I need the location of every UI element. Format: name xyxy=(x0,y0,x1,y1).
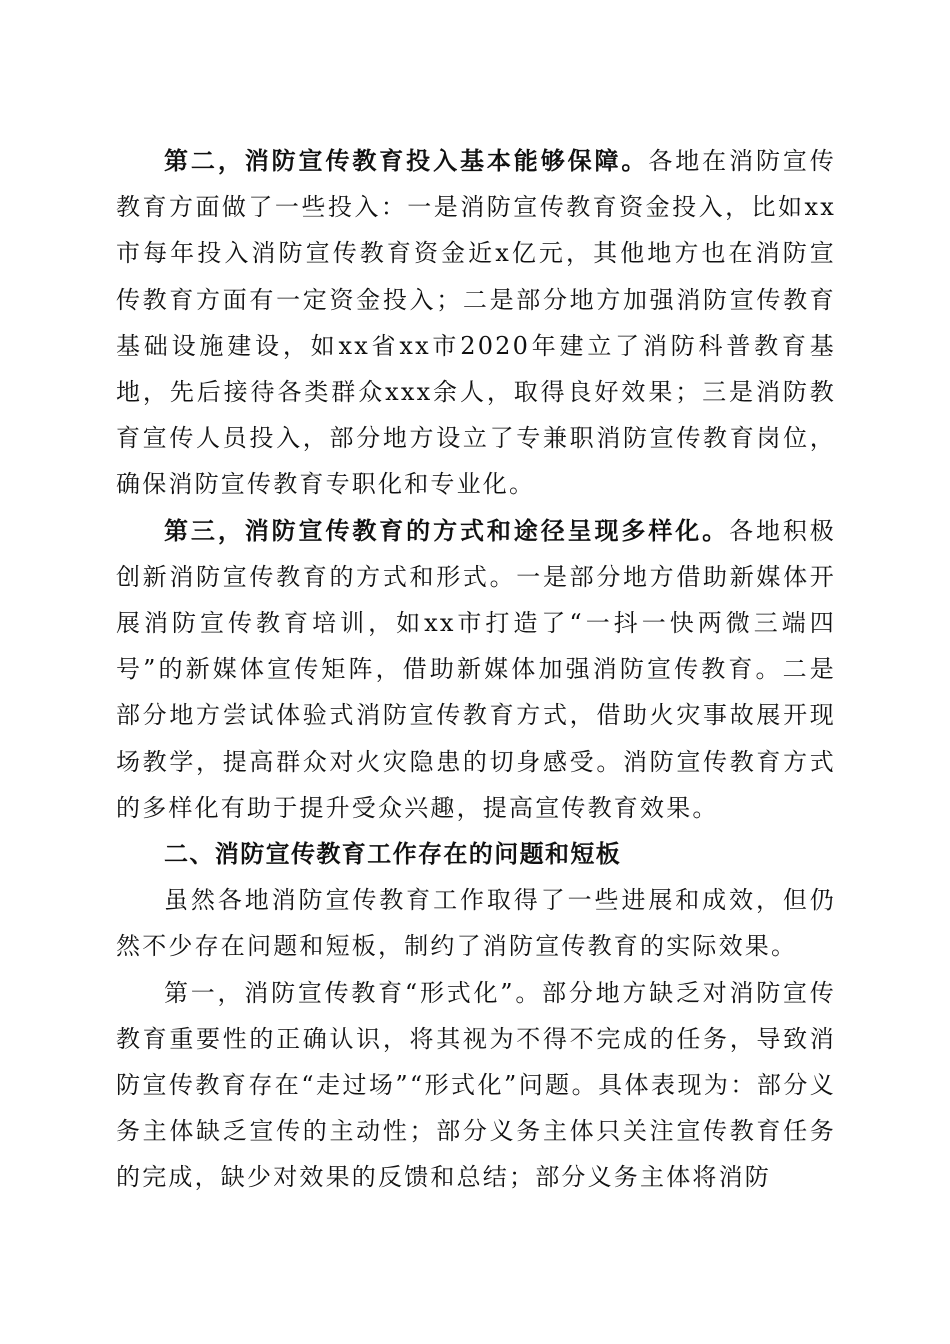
paragraph-formalism xyxy=(116,970,836,1201)
paragraph-text: 部分地方缺乏对消防宣传教育重要性的正确认识，将其视为不得不完成的任务，导致消防宣传教育存在“走过场”“形式化”问题。具体表现为：部分义务主体缺乏宣传的主动性；部分义务主体只关注宣传教育任务的完成，缺少对效果的反馈和总结；部分义务主体将消防 xyxy=(116,978,836,1192)
paragraph-text: 各地在消防宣传教育方面做了一些投入：一是消防宣传教育资金投入，比如xx市每年投入消防宣传教育资金近x亿元，其他地方也在消防宣传教育方面有一定资金投入；二是部分地方加强消防宣传教育基础设施建设，如xx省xx市2020年建立了消防科普教育基地，先后接待各类群众xxx余人，取得良好效果；三是消防教育宣传人员投入，部分地方设立了专兼职消防宣传教育岗位，确保消防宣传教育专职化和专业化。 xyxy=(116,147,836,499)
paragraph-investment xyxy=(116,138,836,508)
section-heading: 二、消防宣传教育工作存在的问题和短板 xyxy=(164,840,622,869)
document-body xyxy=(116,138,836,1201)
paragraph-lead: 第二，消防宣传教育投入基本能够保障。 xyxy=(164,146,649,175)
paragraph-diversification xyxy=(116,508,836,831)
paragraph-text: 各地积极创新消防宣传教育的方式和形式。一是部分地方借助新媒体开展消防宣传教育培训，如xx市打造了“一抖一快两微三端四号”的新媒体宣传矩阵，借助新媒体加强消防宣传教育。二是部分地方尝试体验式消防宣传教育方式，借助火灾事故展开现场教学，提高群众对火灾隐患的切身感受。消防宣传教育方式的多样化有助于提升受众兴趣，提高宣传教育效果。 xyxy=(116,516,836,822)
section-intro: 虽然各地消防宣传教育工作取得了一些进展和成效，但仍然不少存在问题和短板，制约了消防宣传教育的实际效果。 xyxy=(116,886,836,961)
paragraph-lead: 第三，消防宣传教育的方式和途径呈现多样化。 xyxy=(164,515,730,545)
paragraph-lead: 第一，消防宣传教育“形式化”。 xyxy=(164,978,543,1007)
